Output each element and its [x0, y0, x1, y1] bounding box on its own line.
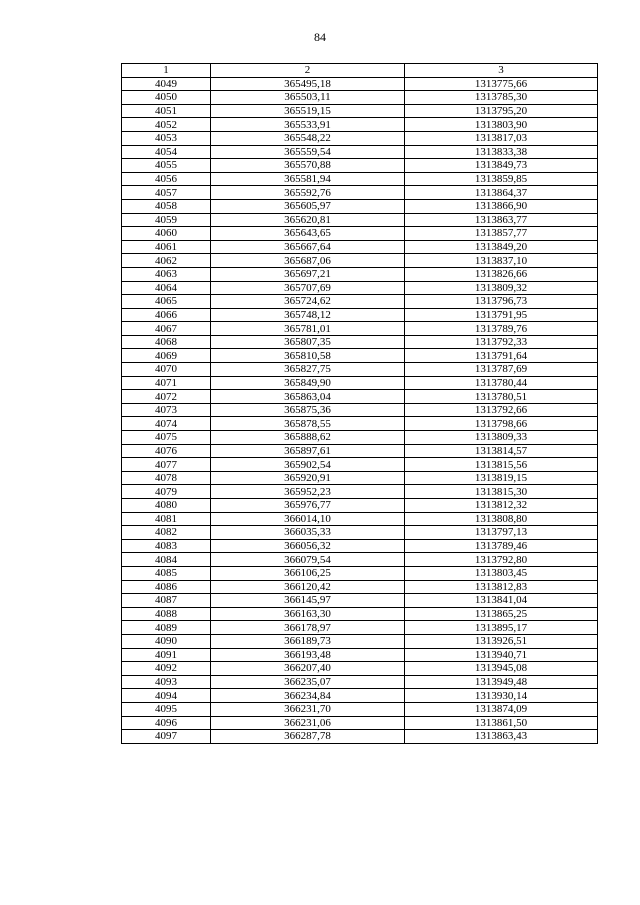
- point-number-cell: 4091: [122, 648, 211, 662]
- point-number-cell: 4058: [122, 199, 211, 213]
- x-coordinate-cell: 365643,65: [211, 227, 405, 241]
- y-coordinate-cell: 1313797,13: [405, 526, 598, 540]
- y-coordinate-cell: 1313785,30: [405, 91, 598, 105]
- y-coordinate-cell: 1313863,43: [405, 730, 598, 744]
- table-row: [122, 322, 598, 336]
- y-coordinate-cell: 1313849,73: [405, 159, 598, 173]
- point-number-cell: 4056: [122, 172, 211, 186]
- table-row: [122, 607, 598, 621]
- table-row: [122, 702, 598, 716]
- y-coordinate-cell: 1313945,08: [405, 662, 598, 676]
- y-coordinate-cell: 1313874,09: [405, 702, 598, 716]
- y-coordinate-cell: 1313791,95: [405, 308, 598, 322]
- table-body: [122, 77, 598, 743]
- table-row: [122, 240, 598, 254]
- y-coordinate-cell: 1313814,57: [405, 444, 598, 458]
- x-coordinate-cell: 366120,42: [211, 580, 405, 594]
- point-number-cell: 4073: [122, 403, 211, 417]
- point-number-cell: 4050: [122, 91, 211, 105]
- x-coordinate-cell: 366235,07: [211, 675, 405, 689]
- y-coordinate-cell: 1313926,51: [405, 634, 598, 648]
- y-coordinate-cell: 1313940,71: [405, 648, 598, 662]
- y-coordinate-cell: 1313819,15: [405, 471, 598, 485]
- point-number-cell: 4080: [122, 499, 211, 513]
- y-coordinate-cell: 1313815,30: [405, 485, 598, 499]
- point-number-cell: 4052: [122, 118, 211, 132]
- table-row: [122, 363, 598, 377]
- point-number-cell: 4078: [122, 471, 211, 485]
- x-coordinate-cell: 365897,61: [211, 444, 405, 458]
- table-row: [122, 444, 598, 458]
- point-number-cell: 4086: [122, 580, 211, 594]
- y-coordinate-cell: 1313775,66: [405, 77, 598, 91]
- table-row: [122, 131, 598, 145]
- table-row: [122, 580, 598, 594]
- table-row: [122, 716, 598, 730]
- x-coordinate-cell: 365863,04: [211, 390, 405, 404]
- table-row: [122, 376, 598, 390]
- y-coordinate-cell: 1313798,66: [405, 417, 598, 431]
- point-number-cell: 4071: [122, 376, 211, 390]
- y-coordinate-cell: 1313859,85: [405, 172, 598, 186]
- y-coordinate-cell: 1313792,33: [405, 335, 598, 349]
- x-coordinate-cell: 365920,91: [211, 471, 405, 485]
- x-coordinate-cell: 366056,32: [211, 539, 405, 553]
- point-number-cell: 4077: [122, 458, 211, 472]
- point-number-cell: 4096: [122, 716, 211, 730]
- y-coordinate-cell: 1313808,80: [405, 512, 598, 526]
- y-coordinate-cell: 1313803,45: [405, 566, 598, 580]
- x-coordinate-cell: 365902,54: [211, 458, 405, 472]
- point-number-cell: 4051: [122, 104, 211, 118]
- table-row: [122, 621, 598, 635]
- table-row: [122, 539, 598, 553]
- x-coordinate-cell: 365570,88: [211, 159, 405, 173]
- point-number-cell: 4060: [122, 227, 211, 241]
- point-number-cell: 4067: [122, 322, 211, 336]
- x-coordinate-cell: 365976,77: [211, 499, 405, 513]
- table-row: [122, 254, 598, 268]
- x-coordinate-cell: 366234,84: [211, 689, 405, 703]
- point-number-cell: 4089: [122, 621, 211, 635]
- x-coordinate-cell: 366193,48: [211, 648, 405, 662]
- x-coordinate-cell: 365810,58: [211, 349, 405, 363]
- x-coordinate-cell: 366287,78: [211, 730, 405, 744]
- point-number-cell: 4084: [122, 553, 211, 567]
- x-coordinate-cell: 365548,22: [211, 131, 405, 145]
- y-coordinate-cell: 1313789,76: [405, 322, 598, 336]
- table-row: [122, 77, 598, 91]
- table-row: [122, 335, 598, 349]
- y-coordinate-cell: 1313780,44: [405, 376, 598, 390]
- y-coordinate-cell: 1313817,03: [405, 131, 598, 145]
- table-row: [122, 349, 598, 363]
- y-coordinate-cell: 1313795,20: [405, 104, 598, 118]
- x-coordinate-cell: 365559,54: [211, 145, 405, 159]
- x-coordinate-cell: 366035,33: [211, 526, 405, 540]
- y-coordinate-cell: 1313833,38: [405, 145, 598, 159]
- y-coordinate-cell: 1313895,17: [405, 621, 598, 635]
- y-coordinate-cell: 1313864,37: [405, 186, 598, 200]
- x-coordinate-cell: 365687,06: [211, 254, 405, 268]
- y-coordinate-cell: 1313780,51: [405, 390, 598, 404]
- x-coordinate-cell: 365748,12: [211, 308, 405, 322]
- table-row: [122, 267, 598, 281]
- point-number-cell: 4062: [122, 254, 211, 268]
- point-number-cell: 4072: [122, 390, 211, 404]
- point-number-cell: 4070: [122, 363, 211, 377]
- y-coordinate-cell: 1313796,73: [405, 295, 598, 309]
- y-coordinate-cell: 1313949,48: [405, 675, 598, 689]
- y-coordinate-cell: 1313863,77: [405, 213, 598, 227]
- point-number-cell: 4064: [122, 281, 211, 295]
- point-number-cell: 4061: [122, 240, 211, 254]
- column-header-3: 3: [405, 64, 598, 78]
- point-number-cell: 4066: [122, 308, 211, 322]
- table-row: [122, 172, 598, 186]
- x-coordinate-cell: 365605,97: [211, 199, 405, 213]
- y-coordinate-cell: 1313849,20: [405, 240, 598, 254]
- table-row: [122, 199, 598, 213]
- x-coordinate-cell: 366231,06: [211, 716, 405, 730]
- coordinates-table: [121, 63, 598, 744]
- table-row: [122, 662, 598, 676]
- table-row: [122, 471, 598, 485]
- table-row: [122, 186, 598, 200]
- table-row: [122, 390, 598, 404]
- x-coordinate-cell: 365592,76: [211, 186, 405, 200]
- table-row: [122, 308, 598, 322]
- point-number-cell: 4055: [122, 159, 211, 173]
- y-coordinate-cell: 1313792,66: [405, 403, 598, 417]
- x-coordinate-cell: 366163,30: [211, 607, 405, 621]
- point-number-cell: 4069: [122, 349, 211, 363]
- x-coordinate-cell: 365697,21: [211, 267, 405, 281]
- point-number-cell: 4065: [122, 295, 211, 309]
- x-coordinate-cell: 366106,25: [211, 566, 405, 580]
- x-coordinate-cell: 365707,69: [211, 281, 405, 295]
- y-coordinate-cell: 1313809,33: [405, 431, 598, 445]
- point-number-cell: 4074: [122, 417, 211, 431]
- point-number-cell: 4088: [122, 607, 211, 621]
- x-coordinate-cell: 366079,54: [211, 553, 405, 567]
- x-coordinate-cell: 365952,23: [211, 485, 405, 499]
- header-row: [122, 64, 598, 78]
- y-coordinate-cell: 1313841,04: [405, 594, 598, 608]
- table-row: [122, 730, 598, 744]
- table-row: [122, 485, 598, 499]
- table-row: [122, 675, 598, 689]
- x-coordinate-cell: 365519,15: [211, 104, 405, 118]
- point-number-cell: 4063: [122, 267, 211, 281]
- point-number-cell: 4092: [122, 662, 211, 676]
- table-row: [122, 281, 598, 295]
- x-coordinate-cell: 366231,70: [211, 702, 405, 716]
- point-number-cell: 4097: [122, 730, 211, 744]
- table-row: [122, 634, 598, 648]
- column-header-1: 1: [122, 64, 211, 78]
- x-coordinate-cell: 366145,97: [211, 594, 405, 608]
- point-number-cell: 4093: [122, 675, 211, 689]
- y-coordinate-cell: 1313787,69: [405, 363, 598, 377]
- point-number-cell: 4083: [122, 539, 211, 553]
- y-coordinate-cell: 1313826,66: [405, 267, 598, 281]
- table-row: [122, 91, 598, 105]
- table-row: [122, 145, 598, 159]
- page-number: 84: [314, 30, 326, 44]
- point-number-cell: 4054: [122, 145, 211, 159]
- x-coordinate-cell: 366207,40: [211, 662, 405, 676]
- column-header-2: 2: [211, 64, 405, 78]
- y-coordinate-cell: 1313791,64: [405, 349, 598, 363]
- table-row: [122, 295, 598, 309]
- y-coordinate-cell: 1313812,32: [405, 499, 598, 513]
- point-number-cell: 4079: [122, 485, 211, 499]
- y-coordinate-cell: 1313865,25: [405, 607, 598, 621]
- point-number-cell: 4057: [122, 186, 211, 200]
- table-row: [122, 512, 598, 526]
- table-row: [122, 403, 598, 417]
- x-coordinate-cell: 365620,81: [211, 213, 405, 227]
- x-coordinate-cell: 365667,64: [211, 240, 405, 254]
- table-row: [122, 159, 598, 173]
- point-number-cell: 4068: [122, 335, 211, 349]
- point-number-cell: 4090: [122, 634, 211, 648]
- x-coordinate-cell: 365849,90: [211, 376, 405, 390]
- table-row: [122, 648, 598, 662]
- point-number-cell: 4087: [122, 594, 211, 608]
- table-row: [122, 227, 598, 241]
- y-coordinate-cell: 1313857,77: [405, 227, 598, 241]
- point-number-cell: 4076: [122, 444, 211, 458]
- x-coordinate-cell: 365807,35: [211, 335, 405, 349]
- table-row: [122, 118, 598, 132]
- table-row: [122, 104, 598, 118]
- x-coordinate-cell: 366178,97: [211, 621, 405, 635]
- x-coordinate-cell: 365878,55: [211, 417, 405, 431]
- x-coordinate-cell: 365495,18: [211, 77, 405, 91]
- x-coordinate-cell: 365827,75: [211, 363, 405, 377]
- point-number-cell: 4059: [122, 213, 211, 227]
- table-row: [122, 566, 598, 580]
- y-coordinate-cell: 1313792,80: [405, 553, 598, 567]
- x-coordinate-cell: 365888,62: [211, 431, 405, 445]
- y-coordinate-cell: 1313812,83: [405, 580, 598, 594]
- y-coordinate-cell: 1313837,10: [405, 254, 598, 268]
- point-number-cell: 4094: [122, 689, 211, 703]
- x-coordinate-cell: 365503,11: [211, 91, 405, 105]
- x-coordinate-cell: 365533,91: [211, 118, 405, 132]
- table-row: [122, 417, 598, 431]
- x-coordinate-cell: 365581,94: [211, 172, 405, 186]
- point-number-cell: 4075: [122, 431, 211, 445]
- y-coordinate-cell: 1313866,90: [405, 199, 598, 213]
- table-row: [122, 526, 598, 540]
- y-coordinate-cell: 1313815,56: [405, 458, 598, 472]
- y-coordinate-cell: 1313803,90: [405, 118, 598, 132]
- x-coordinate-cell: 365724,62: [211, 295, 405, 309]
- point-number-cell: 4095: [122, 702, 211, 716]
- point-number-cell: 4049: [122, 77, 211, 91]
- table-row: [122, 594, 598, 608]
- x-coordinate-cell: 365781,01: [211, 322, 405, 336]
- y-coordinate-cell: 1313930,14: [405, 689, 598, 703]
- y-coordinate-cell: 1313861,50: [405, 716, 598, 730]
- point-number-cell: 4053: [122, 131, 211, 145]
- point-number-cell: 4082: [122, 526, 211, 540]
- table-row: [122, 689, 598, 703]
- x-coordinate-cell: 366189,73: [211, 634, 405, 648]
- table-row: [122, 458, 598, 472]
- point-number-cell: 4081: [122, 512, 211, 526]
- table-row: [122, 431, 598, 445]
- y-coordinate-cell: 1313809,32: [405, 281, 598, 295]
- table-row: [122, 499, 598, 513]
- table-row: [122, 213, 598, 227]
- point-number-cell: 4085: [122, 566, 211, 580]
- table-header: [122, 64, 598, 78]
- y-coordinate-cell: 1313789,46: [405, 539, 598, 553]
- x-coordinate-cell: 366014,10: [211, 512, 405, 526]
- table-row: [122, 553, 598, 567]
- x-coordinate-cell: 365875,36: [211, 403, 405, 417]
